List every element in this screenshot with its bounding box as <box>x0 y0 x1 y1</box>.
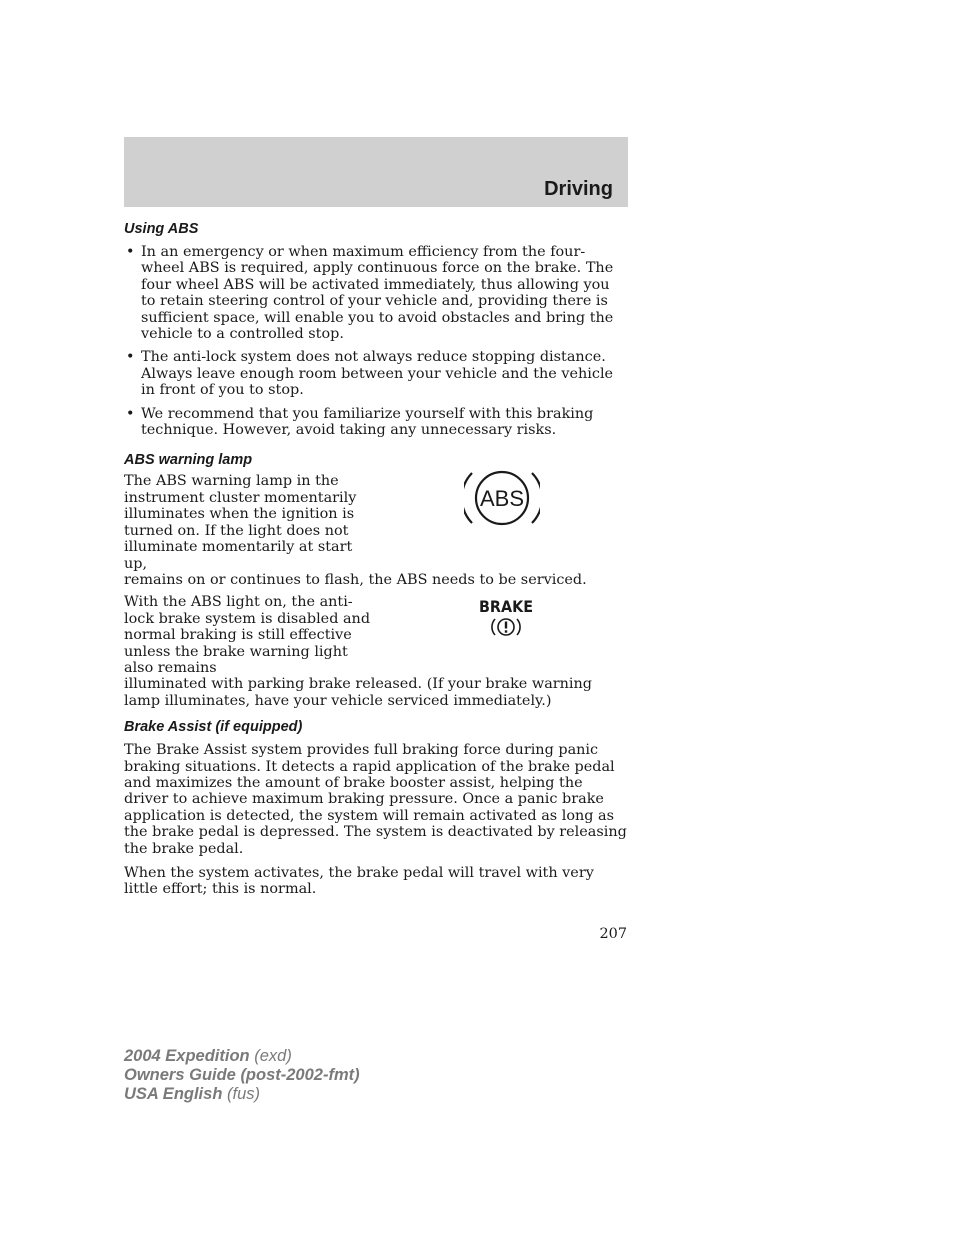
brake-lamp-block <box>124 594 628 709</box>
heading-abs-warning-lamp: ABS warning lamp <box>124 452 253 469</box>
abs-lamp-block <box>124 473 628 588</box>
abs-lamp-text-continued: remains on or continues to flash, the ABS needs to be serviced. <box>124 571 587 588</box>
bullet-item: • In an emergency or when maximum efficiency from the four-wheel ABS is required, apply continuous force on the brake. The four wheel ABS will be activated immediately, thus allowing you to retain steering control of your vehicle and, providing there is sufficient space, will enable you to avoid obstacles and bring the vehicle to a controlled stop. <box>124 244 628 342</box>
heading-using-abs: Using ABS <box>124 221 199 237</box>
bullet-item: • The anti-lock system does not always reduce stopping distance. Always leave enough room between your vehicle and the vehicle in front of you to stop. <box>124 349 628 398</box>
footer-line <box>124 1066 360 1085</box>
abs-icon-label: ABS <box>479 486 525 512</box>
footer-guide-title: Owners Guide (post-2002-fmt) <box>124 1066 360 1084</box>
abs-warning-icon <box>464 467 540 529</box>
brake-assist-paragraph: When the system activates, the brake pedal will travel with very little effort; this is normal. <box>124 865 594 898</box>
footer-line <box>124 1047 360 1066</box>
page-content <box>124 220 628 898</box>
footer-model-code: (exd) <box>254 1047 292 1065</box>
brake-lamp-text-continued: illuminated with parking brake released. (If your brake warning lamp illuminates, have your vehicle serviced immediately.) <box>124 676 593 709</box>
page-number: 207 <box>599 926 627 942</box>
abs-lamp-text: The ABS warning lamp in the instrument cluster momentarily illuminates when the ignition is turned on. If the light does not illuminate momentarily at start up, <box>124 473 357 572</box>
brake-assist-paragraph: The Brake Assist system provides full braking force during panic braking situations. It detects a rapid application of the brake pedal and maximizes the amount of brake booster assist, helping the driver to achieve maximum braking pressure. Once a panic brake application is detected, the system will remain activated as long as the brake pedal is depressed. The system is deactivated by releasing the brake pedal. <box>124 742 627 857</box>
heading-brake-assist: Brake Assist (if equipped) <box>124 719 303 736</box>
footer-language-code: (fus) <box>227 1085 260 1103</box>
bullet-item: • We recommend that you familiarize yourself with this braking technique. However, avoid taking any unnecessary risks. <box>124 406 628 439</box>
section-title: Driving <box>544 178 613 200</box>
brake-warning-icon <box>476 598 536 640</box>
footer-language: USA English <box>124 1085 223 1103</box>
document-footer <box>124 1047 360 1104</box>
footer-model: 2004 Expedition <box>124 1047 250 1065</box>
footer-line <box>124 1085 360 1104</box>
using-abs-bullet-list <box>124 244 628 438</box>
section-header-band <box>124 137 628 207</box>
brake-icon-label: BRAKE <box>479 598 533 617</box>
brake-lamp-text: With the ABS light on, the anti-lock brake system is disabled and normal braking is still effective unless the brake warning light also remains <box>124 594 371 676</box>
